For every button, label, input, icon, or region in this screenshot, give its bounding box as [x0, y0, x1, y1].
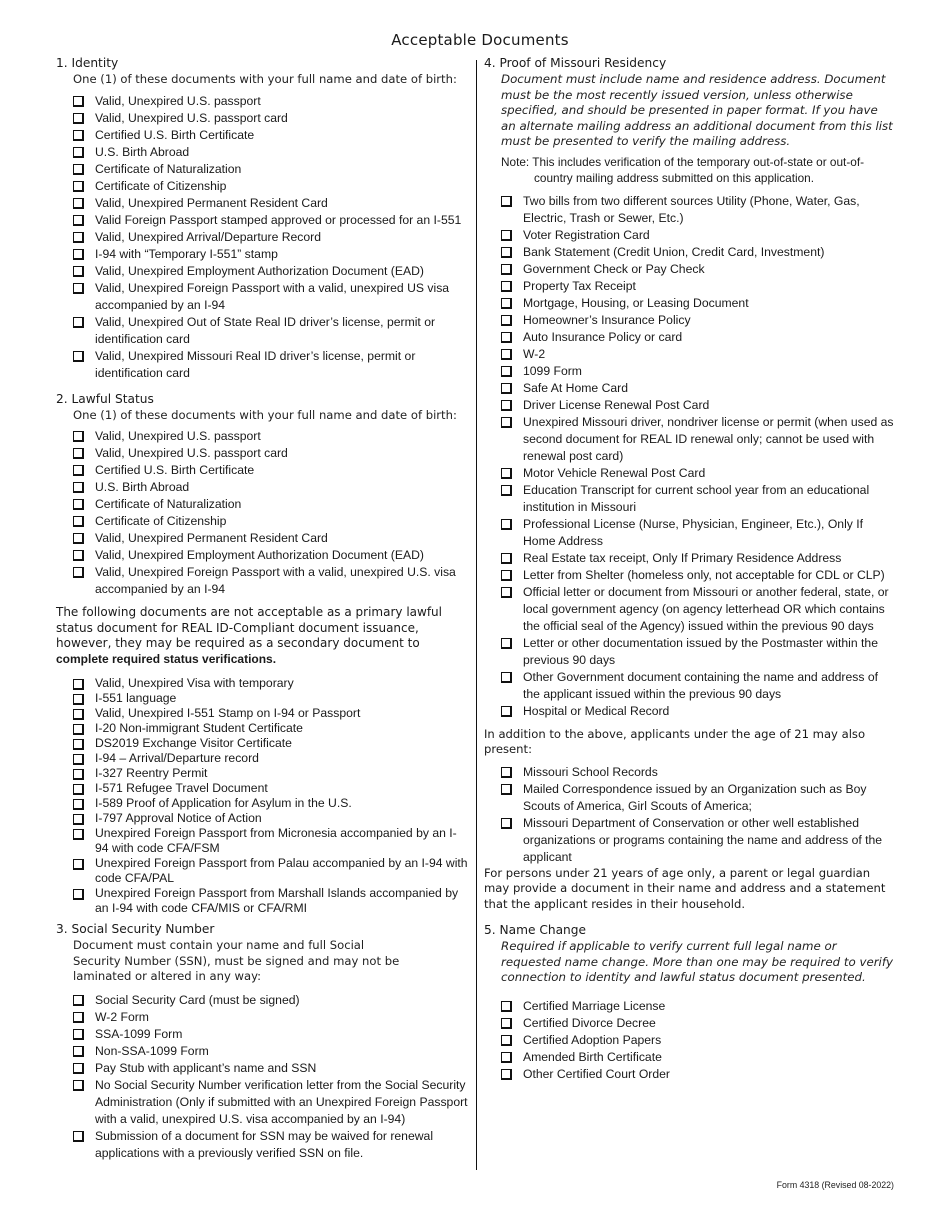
- checklist-item-label: Unexpired Foreign Passport from Marshall Islands accompanied by an I-94 with code CFA/MIS or CFA/RMI: [95, 886, 459, 915]
- checkbox-icon[interactable]: [73, 799, 84, 810]
- checklist-item: [484, 227, 894, 244]
- checklist-item-label: Pay Stub with applicant’s name and SSN: [95, 1060, 317, 1075]
- checklist-item-label: Voter Registration Card: [523, 227, 650, 242]
- checklist-item: [56, 811, 468, 826]
- checkbox-icon[interactable]: [501, 230, 512, 241]
- checklist-item-label: Certified Marriage License: [523, 998, 666, 1013]
- checkbox-icon[interactable]: [501, 818, 512, 829]
- checklist-item-label: Valid, Unexpired Visa with temporary: [95, 676, 294, 690]
- checkbox-icon[interactable]: [73, 448, 84, 459]
- secondary-note-bold: complete required status verifications.: [56, 651, 277, 666]
- checklist-item-label: Mortgage, Housing, or Leasing Document: [523, 295, 749, 310]
- checklist-item-label: Real Estate tax receipt, Only If Primary Residence Address: [523, 550, 842, 565]
- checklist-item-label: Valid, Unexpired Employment Authorization Document (EAD): [95, 548, 424, 562]
- checkbox-icon[interactable]: [73, 567, 84, 578]
- checkbox-icon[interactable]: [73, 198, 84, 209]
- checkbox-icon[interactable]: [73, 317, 84, 328]
- checklist-item: [56, 1026, 468, 1043]
- checklist-item-label: Safe At Home Card: [523, 380, 628, 395]
- checkbox-icon[interactable]: [501, 315, 512, 326]
- checklist-item-label: Certified Adoption Papers: [523, 1032, 662, 1047]
- secondary-documents-list: [56, 676, 468, 916]
- checklist-item: [484, 703, 894, 720]
- checkbox-icon[interactable]: [501, 468, 512, 479]
- checkbox-icon[interactable]: [73, 147, 84, 158]
- column-divider: [476, 60, 477, 1170]
- checklist-item: [56, 564, 468, 598]
- checklist-item: [484, 329, 894, 346]
- name-change-intro: Required if applicable to verify current full legal name or requested name change. More than one may be required to verify connection to identity and lawful status document presented.: [501, 939, 893, 984]
- checklist-item: [56, 856, 468, 886]
- checklist-item: [56, 496, 468, 513]
- checklist-item: [56, 229, 468, 246]
- checkbox-icon[interactable]: [73, 351, 84, 362]
- checklist-item-label: Certified U.S. Birth Certificate: [95, 463, 255, 477]
- under-21-list: [484, 764, 894, 866]
- checklist-item-label: Non-SSA-1099 Form: [95, 1043, 209, 1058]
- checklist-item: [484, 815, 894, 866]
- checklist-item: [484, 1032, 894, 1049]
- checklist-item-label: Mailed Correspondence issued by an Organization such as Boy Scouts of America, Girl Scouts of America;: [523, 781, 867, 813]
- checklist-item-label: Valid, Unexpired Permanent Resident Card: [95, 195, 328, 210]
- checklist-item-label: Social Security Card (must be signed): [95, 992, 300, 1007]
- checkbox-icon[interactable]: [501, 570, 512, 581]
- checkbox-icon[interactable]: [501, 1069, 512, 1080]
- checkbox-icon[interactable]: [73, 859, 84, 870]
- checkbox-icon[interactable]: [501, 784, 512, 795]
- ssn-intro: Document must contain your name and full Social Security Number (SSN), must be signed and may not be laminated or altered in any way:: [73, 938, 400, 983]
- checklist-item-label: Motor Vehicle Renewal Post Card: [523, 465, 706, 480]
- checklist-item: [56, 886, 468, 916]
- checkbox-icon[interactable]: [501, 1035, 512, 1046]
- checkbox-icon[interactable]: [73, 1063, 84, 1074]
- checkbox-icon[interactable]: [73, 889, 84, 900]
- checklist-item-label: No Social Security Number verification letter from the Social Security Administration (Only if submitted with an Unexpired Foreign Passport with a valid, unexpired U.S. visa accompanied by an I-94): [95, 1077, 468, 1126]
- checkbox-icon[interactable]: [73, 724, 84, 735]
- checkbox-icon[interactable]: [501, 1001, 512, 1012]
- checkbox-icon[interactable]: [73, 249, 84, 260]
- residency-list: [484, 193, 894, 720]
- name-change-heading: 5. Name Change: [484, 923, 586, 937]
- checkbox-icon[interactable]: [501, 247, 512, 258]
- checklist-item-label: Valid, Unexpired Arrival/Departure Record: [95, 229, 322, 244]
- checklist-item-label: DS2019 Exchange Visitor Certificate: [95, 736, 292, 750]
- checklist-item-label: Valid, Unexpired Out of State Real ID driver’s license, permit or identification card: [95, 314, 436, 346]
- checkbox-icon[interactable]: [73, 431, 84, 442]
- checkbox-icon[interactable]: [501, 332, 512, 343]
- identity-heading: 1. Identity: [56, 56, 119, 70]
- secondary-documents-note: [56, 605, 468, 667]
- checklist-item-label: Valid, Unexpired I-551 Stamp on I-94 or Passport: [95, 706, 361, 720]
- checklist-item-label: Professional License (Nurse, Physician, Engineer, Etc.), Only If Home Address: [523, 516, 864, 548]
- checklist-item-label: Unexpired Foreign Passport from Micronesia accompanied by an I-94 with code CFA/FSM: [95, 826, 457, 855]
- checklist-item-label: I-327 Reentry Permit: [95, 766, 208, 780]
- checklist-item: [56, 736, 468, 751]
- checklist-item: [484, 363, 894, 380]
- checklist-item: [484, 669, 894, 703]
- form-number: Form 4318 (Revised 08-2022): [776, 1180, 894, 1190]
- checkbox-icon[interactable]: [501, 672, 512, 683]
- checkbox-icon[interactable]: [501, 706, 512, 717]
- checklist-item: [56, 348, 468, 382]
- checklist-item: [484, 1015, 894, 1032]
- checklist-item-label: Valid, Unexpired Foreign Passport with a valid, unexpired U.S. visa accompanied by an I-94: [95, 565, 456, 596]
- checklist-item-label: I-551 language: [95, 691, 177, 705]
- checklist-item-label: I-20 Non-immigrant Student Certificate: [95, 721, 303, 735]
- checklist-item: [484, 550, 894, 567]
- checklist-item: [56, 280, 468, 314]
- checklist-item: [56, 110, 468, 127]
- residency-intro: Document must include name and residence address. Document must be the most recently issued version, unless otherwise specified, and should be presented in paper format. If you have an alternate mailing address an additional document from this list must be presented to verify the mailing address.: [501, 72, 893, 148]
- checkbox-icon[interactable]: [73, 1046, 84, 1057]
- checklist-item: [484, 635, 894, 669]
- checkbox-icon[interactable]: [501, 553, 512, 564]
- checklist-item: [484, 998, 894, 1015]
- checklist-item-label: Certificate of Citizenship: [95, 178, 227, 193]
- checkbox-icon[interactable]: [73, 709, 84, 720]
- checkbox-icon[interactable]: [73, 694, 84, 705]
- checklist-item-label: Certificate of Citizenship: [95, 514, 227, 528]
- checklist-item: [56, 144, 468, 161]
- checklist-item: [56, 93, 468, 110]
- checklist-item-label: Auto Insurance Policy or card: [523, 329, 683, 344]
- checklist-item: [56, 246, 468, 263]
- guardian-note: For persons under 21 years of age only, a parent or legal guardian may provide a document in their name and address and a statement that the applicant resides in their household.: [484, 865, 886, 911]
- checkbox-icon[interactable]: [73, 482, 84, 493]
- checkbox-icon[interactable]: [501, 264, 512, 275]
- checklist-item-label: Unexpired Foreign Passport from Palau accompanied by an I-94 with code CFA/PAL: [95, 856, 468, 885]
- checklist-item: [56, 314, 468, 348]
- checklist-item-label: SSA-1099 Form: [95, 1026, 183, 1041]
- checkbox-icon[interactable]: [73, 679, 84, 690]
- checklist-item: [56, 530, 468, 547]
- checkbox-icon[interactable]: [73, 754, 84, 765]
- checklist-item: [56, 691, 468, 706]
- checklist-item-label: Hospital or Medical Record: [523, 703, 670, 718]
- checklist-item: [484, 764, 894, 781]
- checklist-item-label: Official letter or document from Missouri or another federal, state, or local government agency (on agency letterhead OR which contains the official seal of the Agency) issued within the previous 90 days: [523, 584, 889, 633]
- identity-intro: One (1) of these documents with your full name and date of birth:: [73, 72, 457, 86]
- residency-note-rest: country mailing address submitted on this application.: [534, 170, 814, 185]
- lawful-status-heading: 2. Lawful Status: [56, 391, 154, 406]
- checklist-item-label: I-571 Refugee Travel Document: [95, 781, 268, 795]
- checkbox-icon[interactable]: [501, 1018, 512, 1029]
- checklist-item-label: Unexpired Missouri driver, nondriver license or permit (when used as second document for REAL ID renewal only; cannot be used with renewal post card): [523, 414, 894, 463]
- checklist-item: [56, 462, 468, 479]
- checkbox-icon[interactable]: [73, 266, 84, 277]
- checklist-item: [56, 766, 468, 781]
- checklist-item-label: Amended Birth Certificate: [523, 1049, 662, 1064]
- checkbox-icon[interactable]: [73, 130, 84, 141]
- ssn-list: [56, 992, 468, 1162]
- checkbox-icon[interactable]: [501, 519, 512, 530]
- checklist-item: [56, 195, 468, 212]
- checkbox-icon[interactable]: [73, 499, 84, 510]
- checklist-item-label: U.S. Birth Abroad: [95, 480, 190, 494]
- checklist-item-label: Valid, Unexpired U.S. passport: [95, 93, 261, 108]
- checklist-item: [56, 992, 468, 1009]
- checklist-item: [56, 479, 468, 496]
- checklist-item-label: 1099 Form: [523, 363, 582, 378]
- checklist-item-label: Other Certified Court Order: [523, 1066, 670, 1081]
- checklist-item: [56, 1128, 468, 1162]
- checklist-item-label: W-2: [523, 346, 546, 361]
- checkbox-icon[interactable]: [73, 1029, 84, 1040]
- checklist-item: [56, 513, 468, 530]
- checklist-item: [56, 721, 468, 736]
- checkbox-icon[interactable]: [73, 181, 84, 192]
- checklist-item: [484, 584, 894, 635]
- checklist-item-label: Letter or other documentation issued by the Postmaster within the previous 90 days: [523, 635, 878, 667]
- ssn-heading: 3. Social Security Number: [56, 922, 215, 936]
- lawful-status-list: [56, 428, 468, 598]
- residency-heading: 4. Proof of Missouri Residency: [484, 56, 667, 70]
- checklist-item: [56, 161, 468, 178]
- checkbox-icon[interactable]: [73, 995, 84, 1006]
- checklist-item-label: Property Tax Receipt: [523, 278, 636, 293]
- checklist-item-label: W-2 Form: [95, 1009, 149, 1024]
- checkbox-icon[interactable]: [73, 164, 84, 175]
- checklist-item: [56, 1043, 468, 1060]
- checklist-item-label: Submission of a document for SSN may be waived for renewal applications with a previously verified SSN on file.: [95, 1128, 434, 1160]
- checklist-item: [56, 1009, 468, 1026]
- checklist-item-label: Missouri School Records: [523, 764, 658, 779]
- checklist-item: [484, 295, 894, 312]
- checklist-item: [56, 751, 468, 766]
- checklist-item-label: Driver License Renewal Post Card: [523, 397, 710, 412]
- checklist-item-label: Other Government document containing the name and address of the applicant issued within the previous 90 days: [523, 669, 879, 701]
- checkbox-icon[interactable]: [73, 829, 84, 840]
- left-column: [56, 56, 468, 1162]
- name-change-list: [484, 998, 894, 1083]
- checklist-item: [484, 261, 894, 278]
- checklist-item-label: Two bills from two different sources Utility (Phone, Water, Gas, Electric, Trash or Sewer, Etc.): [523, 193, 860, 225]
- checklist-item-label: I-797 Approval Notice of Action: [95, 811, 262, 825]
- checkbox-icon[interactable]: [73, 232, 84, 243]
- checklist-item: [56, 796, 468, 811]
- checklist-item: [484, 516, 894, 550]
- residency-note-first: Note: This includes verification of the temporary out-of-state or out-of-: [501, 154, 865, 169]
- checklist-item-label: Education Transcript for current school year from an educational institution in Missouri: [523, 482, 870, 514]
- checklist-item: [484, 312, 894, 329]
- checkbox-icon[interactable]: [501, 366, 512, 377]
- checklist-item: [56, 445, 468, 462]
- checkbox-icon[interactable]: [501, 298, 512, 309]
- checklist-item: [484, 278, 894, 295]
- checklist-item: [484, 1049, 894, 1066]
- checkbox-icon[interactable]: [501, 196, 512, 207]
- checklist-item: [484, 397, 894, 414]
- checklist-item: [56, 127, 468, 144]
- checklist-item: [56, 178, 468, 195]
- checkbox-icon[interactable]: [501, 767, 512, 778]
- checkbox-icon[interactable]: [501, 349, 512, 360]
- checkbox-icon[interactable]: [501, 400, 512, 411]
- checklist-item-label: Letter from Shelter (homeless only, not acceptable for CDL or CLP): [523, 567, 885, 582]
- checkbox-icon[interactable]: [501, 485, 512, 496]
- checklist-item-label: Valid, Unexpired Missouri Real ID driver’s license, permit or identification card: [95, 348, 416, 380]
- identity-list: [56, 93, 468, 382]
- checkbox-icon[interactable]: [73, 1012, 84, 1023]
- checkbox-icon[interactable]: [73, 739, 84, 750]
- checklist-item: [484, 482, 894, 516]
- checklist-item-label: Certificate of Naturalization: [95, 497, 242, 511]
- checklist-item: [484, 244, 894, 261]
- checkbox-icon[interactable]: [73, 516, 84, 527]
- checklist-item-label: Missouri Department of Conservation or other well established organizations or programs containing the name and address of the applicant: [523, 815, 883, 864]
- checklist-item-label: Valid, Unexpired Foreign Passport with a valid, unexpired US visa accompanied by an I-94: [95, 280, 450, 312]
- checklist-item: [56, 781, 468, 796]
- residency-note: [501, 154, 894, 186]
- checklist-item-label: Valid, Unexpired Employment Authorization Document (EAD): [95, 263, 424, 278]
- checkbox-icon[interactable]: [501, 587, 512, 598]
- checkbox-icon[interactable]: [501, 281, 512, 292]
- checklist-item-label: Homeowner’s Insurance Policy: [523, 312, 691, 327]
- checklist-item: [56, 428, 468, 445]
- checklist-item-label: Valid, Unexpired U.S. passport card: [95, 446, 288, 460]
- right-column: [484, 56, 894, 1083]
- under-21-intro: In addition to the above, applicants under the age of 21 may also present:: [484, 726, 866, 756]
- checklist-item: [56, 1077, 468, 1128]
- checklist-item: [56, 1060, 468, 1077]
- checklist-item: [484, 1066, 894, 1083]
- checklist-item: [56, 676, 468, 691]
- checklist-item-label: Valid, Unexpired U.S. passport: [95, 429, 261, 443]
- checklist-item-label: Certified U.S. Birth Certificate: [95, 127, 255, 142]
- checklist-item: [56, 826, 468, 856]
- checklist-item: [484, 567, 894, 584]
- checkbox-icon[interactable]: [73, 550, 84, 561]
- checkbox-icon[interactable]: [73, 1080, 84, 1091]
- checklist-item: [484, 193, 894, 227]
- checkbox-icon[interactable]: [501, 638, 512, 649]
- checkbox-icon[interactable]: [73, 533, 84, 544]
- checklist-item-label: Government Check or Pay Check: [523, 261, 705, 276]
- checkbox-icon[interactable]: [73, 465, 84, 476]
- checkbox-icon[interactable]: [73, 283, 84, 294]
- checkbox-icon[interactable]: [73, 96, 84, 107]
- secondary-note-text: The following documents are not acceptable as a primary lawful status document for REAL ID-Compliant document issuance, however, they may be required as a secondary document to: [56, 605, 442, 650]
- checklist-item-label: U.S. Birth Abroad: [95, 144, 190, 159]
- lawful-status-intro: One (1) of these documents with your full name and date of birth:: [73, 407, 457, 422]
- checkbox-icon[interactable]: [73, 215, 84, 226]
- checkbox-icon[interactable]: [501, 383, 512, 394]
- checkbox-icon[interactable]: [73, 784, 84, 795]
- checklist-item: [484, 465, 894, 482]
- checklist-item: [56, 547, 468, 564]
- checklist-item-label: Certified Divorce Decree: [523, 1015, 656, 1030]
- checkbox-icon[interactable]: [501, 417, 512, 428]
- checklist-item-label: Valid Foreign Passport stamped approved or processed for an I-551: [95, 212, 462, 227]
- checklist-item-label: Bank Statement (Credit Union, Credit Card, Investment): [523, 244, 825, 259]
- checklist-item: [56, 263, 468, 280]
- page-title: Acceptable Documents: [391, 31, 569, 49]
- checklist-item-label: I-94 – Arrival/Departure record: [95, 751, 259, 765]
- checkbox-icon[interactable]: [73, 113, 84, 124]
- checkbox-icon[interactable]: [73, 814, 84, 825]
- checklist-item-label: I-94 with “Temporary I-551” stamp: [95, 246, 278, 261]
- checklist-item: [484, 380, 894, 397]
- checklist-item: [484, 781, 894, 815]
- checklist-item-label: Valid, Unexpired U.S. passport card: [95, 110, 288, 125]
- checklist-item: [56, 212, 468, 229]
- checklist-item: [484, 414, 894, 465]
- checklist-item-label: Valid, Unexpired Permanent Resident Card: [95, 531, 328, 545]
- checkbox-icon[interactable]: [501, 1052, 512, 1063]
- checklist-item: [484, 346, 894, 363]
- checklist-item-label: I-589 Proof of Application for Asylum in the U.S.: [95, 796, 352, 810]
- checklist-item-label: Certificate of Naturalization: [95, 161, 242, 176]
- checkbox-icon[interactable]: [73, 769, 84, 780]
- checklist-item: [56, 706, 468, 721]
- checkbox-icon[interactable]: [73, 1131, 84, 1142]
